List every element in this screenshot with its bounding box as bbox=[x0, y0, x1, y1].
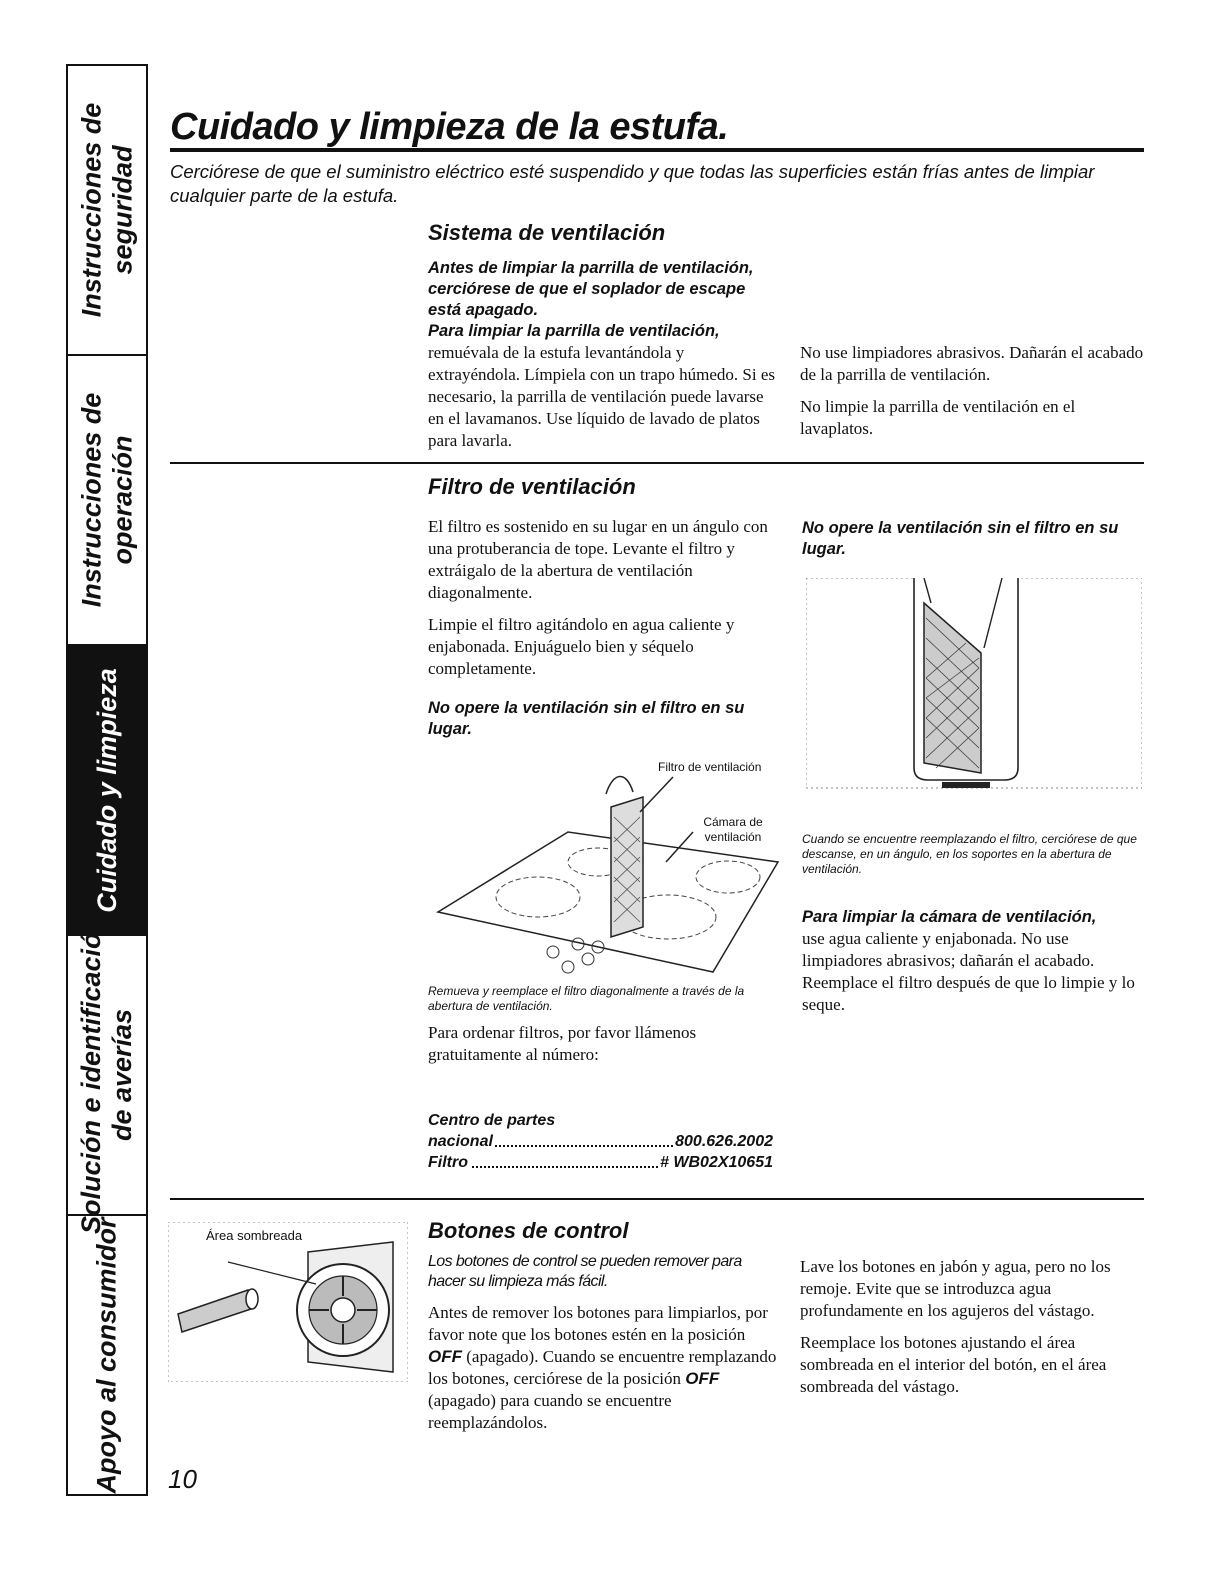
control-knobs-heading: Botones de control bbox=[428, 1218, 629, 1243]
section-tabs bbox=[66, 64, 148, 1496]
ventilation-clean-lead: Para limpiar la parrilla de ventilación, bbox=[428, 322, 720, 340]
intro-text: Cerciórese de que el suministro eléctrico esté suspendido y que todas las superficies están frías antes de limpiar cualquier parte de la estufa. bbox=[170, 161, 1095, 206]
tab-troubleshooting[interactable] bbox=[68, 915, 146, 1235]
ventilation-clean-text bbox=[428, 320, 778, 452]
parts-filter-row bbox=[428, 1152, 773, 1173]
label-shaded-area: Área sombreada bbox=[206, 1228, 303, 1243]
knobs-text-c: (apagado) para cuando se encuentre reemplazándolos. bbox=[428, 1391, 672, 1432]
abrasive-note: No use limpiadores abrasivos. Dañarán el acabado de la parrilla de ventilación. bbox=[800, 343, 1144, 384]
order-filters-text: Para ordenar filtros, por favor llámenos gratuitamente al número: bbox=[428, 1023, 697, 1064]
vent-filter-heading: Filtro de ventilación bbox=[428, 474, 636, 499]
cooktop-caption: Remueva y reemplace el filtro diagonalmente a través de la abertura de ventilación. bbox=[428, 984, 745, 1013]
filter-part-number: # WB02X10651 bbox=[660, 1154, 773, 1171]
control-knobs-para3: Reemplace los botones ajustando el área sombreada en el interior del botón, en el área sombreada del vástago. bbox=[800, 1333, 1107, 1396]
tab-safety-instructions[interactable] bbox=[68, 66, 146, 356]
vent-chamber-body: use agua caliente y enjabonada. No use limpiadores abrasivos; dañarán el acabado. Reemplace el filtro después de que lo limpie y lo seque. bbox=[802, 929, 1135, 1014]
right-vent-warning: No opere la ventilación sin el filtro en su lugar. bbox=[802, 519, 1119, 558]
vent-chamber-clean-text bbox=[802, 906, 1142, 1016]
page-title: Cuidado y limpieza de la estufa. bbox=[170, 106, 729, 148]
cooktop-filter-illustration bbox=[428, 752, 788, 982]
ventilation-clean-body: remuévala de la estufa levantándola y extrayéndola. Límpiela con un trapo húmedo. Si es necesario, la parrilla de ventilación puede lavarse en el lavamanos. Use líquido de lavado de platos para lavarla. bbox=[428, 343, 775, 450]
knobs-text-b: (apagado). Cuando se encuentre remplazando los botones, cerciórese de la posición bbox=[428, 1347, 777, 1388]
vent-filter-para1: El filtro es sostenido en su lugar en un ángulo con una protuberancia de tope. Levante el filtro y extráigalo de la abertura de ventilación diagonalmente. bbox=[428, 517, 768, 602]
closeup-caption: Cuando se encuentre reemplazando el filtro, cerciórese de que descanse, en un ángulo, en los soportes en la abertura de ventilación. bbox=[802, 832, 1137, 876]
tab-label-line1: Cuidado y limpieza bbox=[91, 667, 122, 913]
off-label: OFF bbox=[428, 1347, 462, 1366]
off-label: OFF bbox=[685, 1369, 720, 1388]
control-knobs-subheading: Los botones de control se pueden remover para hacer su limpieza más fácil. bbox=[428, 1253, 742, 1290]
parts-info bbox=[428, 1110, 773, 1173]
control-knobs-right bbox=[800, 1256, 1140, 1408]
national-label: nacional bbox=[428, 1133, 493, 1150]
leader-dots bbox=[495, 1131, 673, 1147]
page-number: 10 bbox=[168, 1464, 197, 1494]
tab-label-line1: Solución e identificación bbox=[76, 915, 107, 1235]
knob-illustration bbox=[168, 1222, 408, 1382]
ventilation-notes bbox=[800, 342, 1145, 450]
ventilation-system-heading: Sistema de ventilación bbox=[428, 220, 666, 245]
tab-label-line1: Instrucciones de bbox=[76, 392, 107, 608]
tab-label-line1: Instrucciones de bbox=[76, 102, 107, 318]
control-knobs-para2: Lave los botones en jabón y agua, pero no los remoje. Evite que se introduzca agua profundamente en los agujeros del vástago. bbox=[800, 1257, 1111, 1320]
tab-label-line2: operación bbox=[107, 435, 138, 565]
tab-label-line2: seguridad bbox=[107, 145, 138, 275]
control-knobs-para1 bbox=[428, 1302, 778, 1434]
label-vent-filter: Filtro de ventilación bbox=[658, 760, 762, 774]
ventilation-warning: Antes de limpiar la parrilla de ventilación, cerciórese de que el soplador de escape está apagado. bbox=[428, 259, 754, 319]
tab-label-line1: Apoyo al consumidor bbox=[91, 1216, 122, 1494]
tab-care-and-cleaning[interactable] bbox=[68, 646, 146, 936]
filter-label: Filtro bbox=[428, 1154, 468, 1171]
label-vent-chamber: Cámara de ventilación bbox=[703, 815, 763, 844]
vent-chamber-lead: Para limpiar la cámara de ventilación, bbox=[802, 908, 1097, 926]
tab-operating-instructions[interactable] bbox=[68, 356, 146, 646]
parts-phone: 800.626.2002 bbox=[675, 1133, 773, 1150]
vent-filter-closeup-illustration bbox=[806, 578, 1142, 828]
vent-filter-para2: Limpie el filtro agitándolo en agua caliente y enjabonada. Enjuáguelo bien y séquelo completamente. bbox=[428, 615, 735, 678]
parts-center-label: Centro de partes bbox=[428, 1112, 556, 1129]
leader-dots bbox=[472, 1152, 658, 1168]
section-divider bbox=[170, 1198, 1144, 1200]
knobs-text-a: Antes de remover los botones para limpiarlos, por favor note que los botones estén en la posición bbox=[428, 1303, 768, 1344]
parts-phone-row bbox=[428, 1131, 773, 1152]
dishwasher-note: No limpie la parrilla de ventilación en el lavaplatos. bbox=[800, 397, 1076, 438]
title-rule bbox=[170, 148, 1144, 152]
tab-label-line2: de averías bbox=[107, 1008, 138, 1142]
vent-filter-warning: No opere la ventilación sin el filtro en su lugar. bbox=[428, 699, 745, 738]
section-divider bbox=[170, 462, 1144, 464]
vent-filter-text bbox=[428, 516, 778, 690]
tab-consumer-support[interactable] bbox=[68, 1216, 146, 1494]
